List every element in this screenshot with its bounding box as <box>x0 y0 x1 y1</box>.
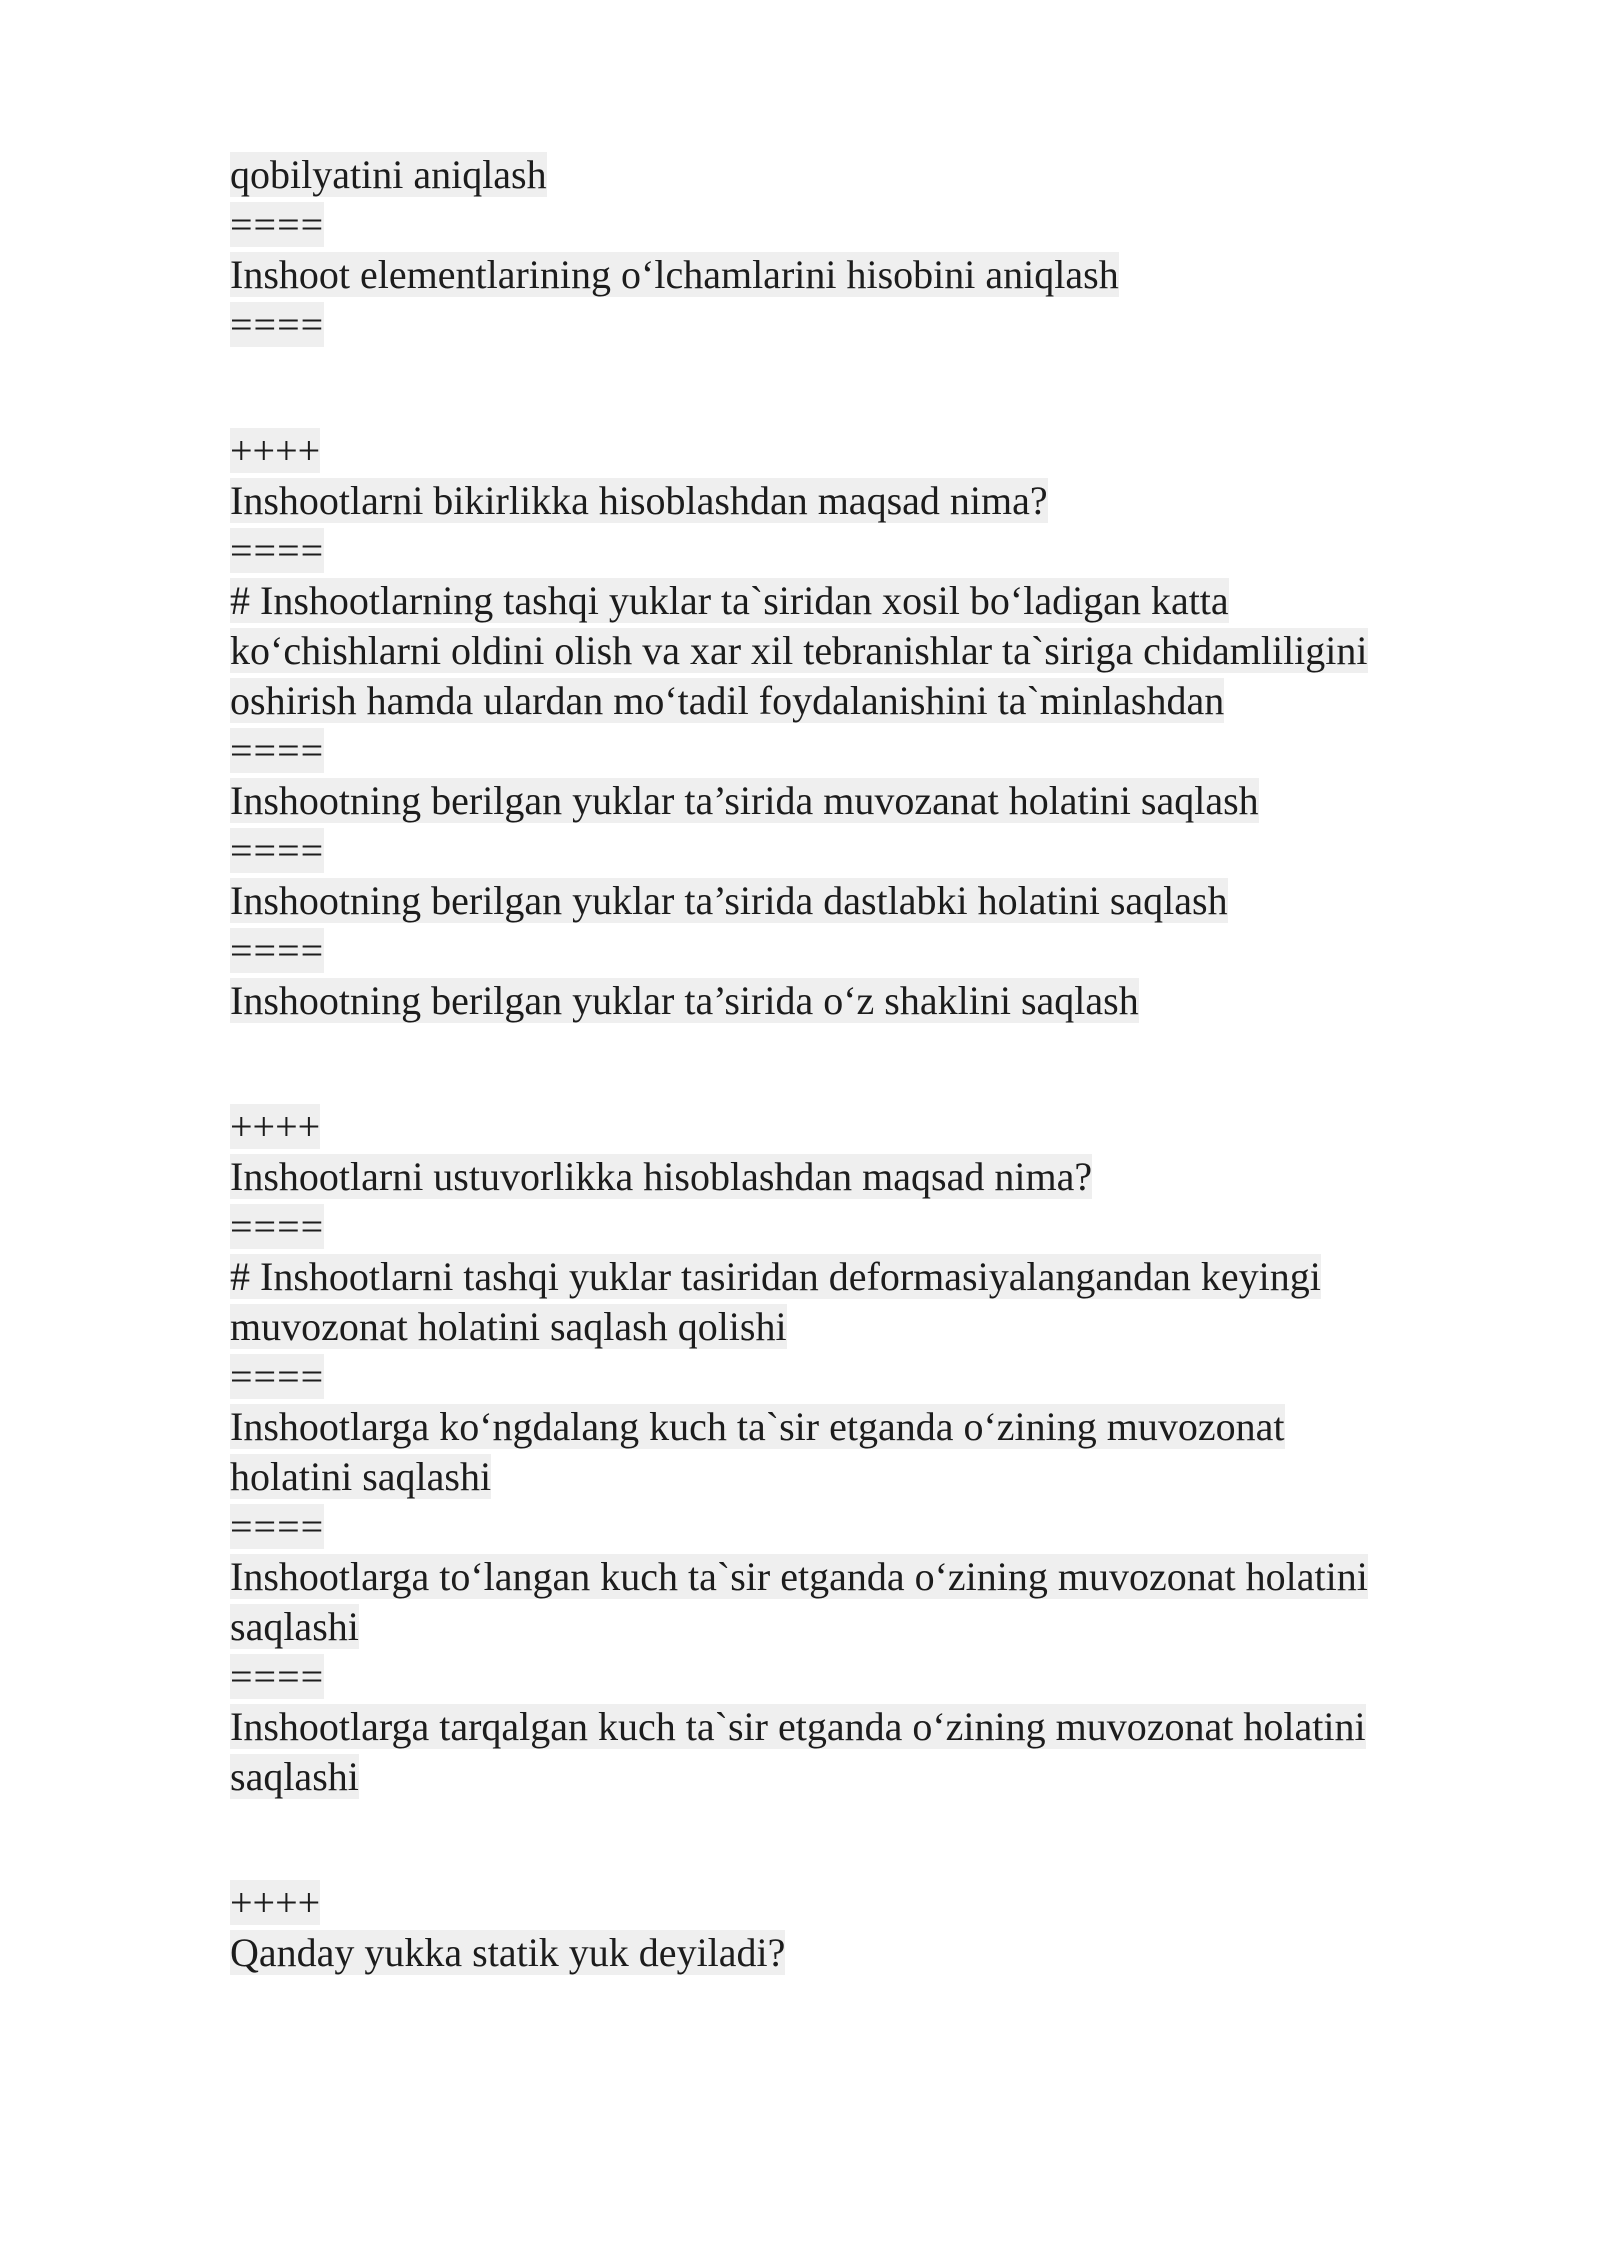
answer-text: Inshootlarga to‘langan kuch ta`sir etganda o‘zining muvozonat holatini <box>230 1554 1368 1599</box>
separator: ==== <box>230 828 325 873</box>
question-marker: ++++ <box>230 1104 321 1149</box>
answer-text: Inshootning berilgan yuklar ta’sirida o‘z shaklini saqlash <box>230 978 1139 1023</box>
question-text: Inshootlarni ustuvorlikka hisoblashdan maqsad nima? <box>230 1154 1093 1199</box>
correct-answer-text: # Inshootlarni tashqi yuklar tasiridan deformasiyalangandan keyingi <box>230 1254 1321 1299</box>
question-block <box>230 426 1480 1026</box>
separator: ==== <box>230 528 325 573</box>
question-marker: ++++ <box>230 1880 321 1925</box>
question-block <box>230 150 1480 350</box>
correct-answer-text: oshirish hamda ulardan mo‘tadil foydalanishini ta`minlashdan <box>230 678 1225 723</box>
correct-answer-text: # Inshootlarning tashqi yuklar ta`siridan xosil bo‘ladigan katta <box>230 578 1229 623</box>
correct-answer-text: muvozonat holatini saqlash qolishi <box>230 1304 787 1349</box>
correct-answer-text: ko‘chishlarni oldini olish va xar xil tebranishlar ta`siriga chidamliligini <box>230 628 1368 673</box>
answer-text: saqlashi <box>230 1754 359 1799</box>
question-text: Qanday yukka statik yuk deyiladi? <box>230 1930 786 1975</box>
question-block <box>230 1102 1480 1802</box>
answer-text: qobilyatini aniqlash <box>230 152 547 197</box>
document-page <box>230 150 1480 1978</box>
answer-text: Inshootning berilgan yuklar ta’sirida muvozanat holatini saqlash <box>230 778 1259 823</box>
answer-text: Inshootning berilgan yuklar ta’sirida dastlabki holatini saqlash <box>230 878 1228 923</box>
answer-text: holatini saqlashi <box>230 1454 492 1499</box>
separator: ==== <box>230 1354 325 1399</box>
separator: ==== <box>230 928 325 973</box>
question-text: Inshootlarni bikirlikka hisoblashdan maqsad nima? <box>230 478 1048 523</box>
answer-text: Inshootlarga ko‘ngdalang kuch ta`sir etganda o‘zining muvozonat <box>230 1404 1285 1449</box>
answer-text: saqlashi <box>230 1604 359 1649</box>
separator: ==== <box>230 1504 325 1549</box>
separator: ==== <box>230 302 325 347</box>
separator: ==== <box>230 1204 325 1249</box>
question-block <box>230 1878 1480 1978</box>
answer-text: Inshoot elementlarining o‘lchamlarini hisobini aniqlash <box>230 252 1119 297</box>
separator: ==== <box>230 728 325 773</box>
separator: ==== <box>230 1654 325 1699</box>
separator: ==== <box>230 202 325 247</box>
question-marker: ++++ <box>230 428 321 473</box>
answer-text: Inshootlarga tarqalgan kuch ta`sir etganda o‘zining muvozonat holatini <box>230 1704 1366 1749</box>
